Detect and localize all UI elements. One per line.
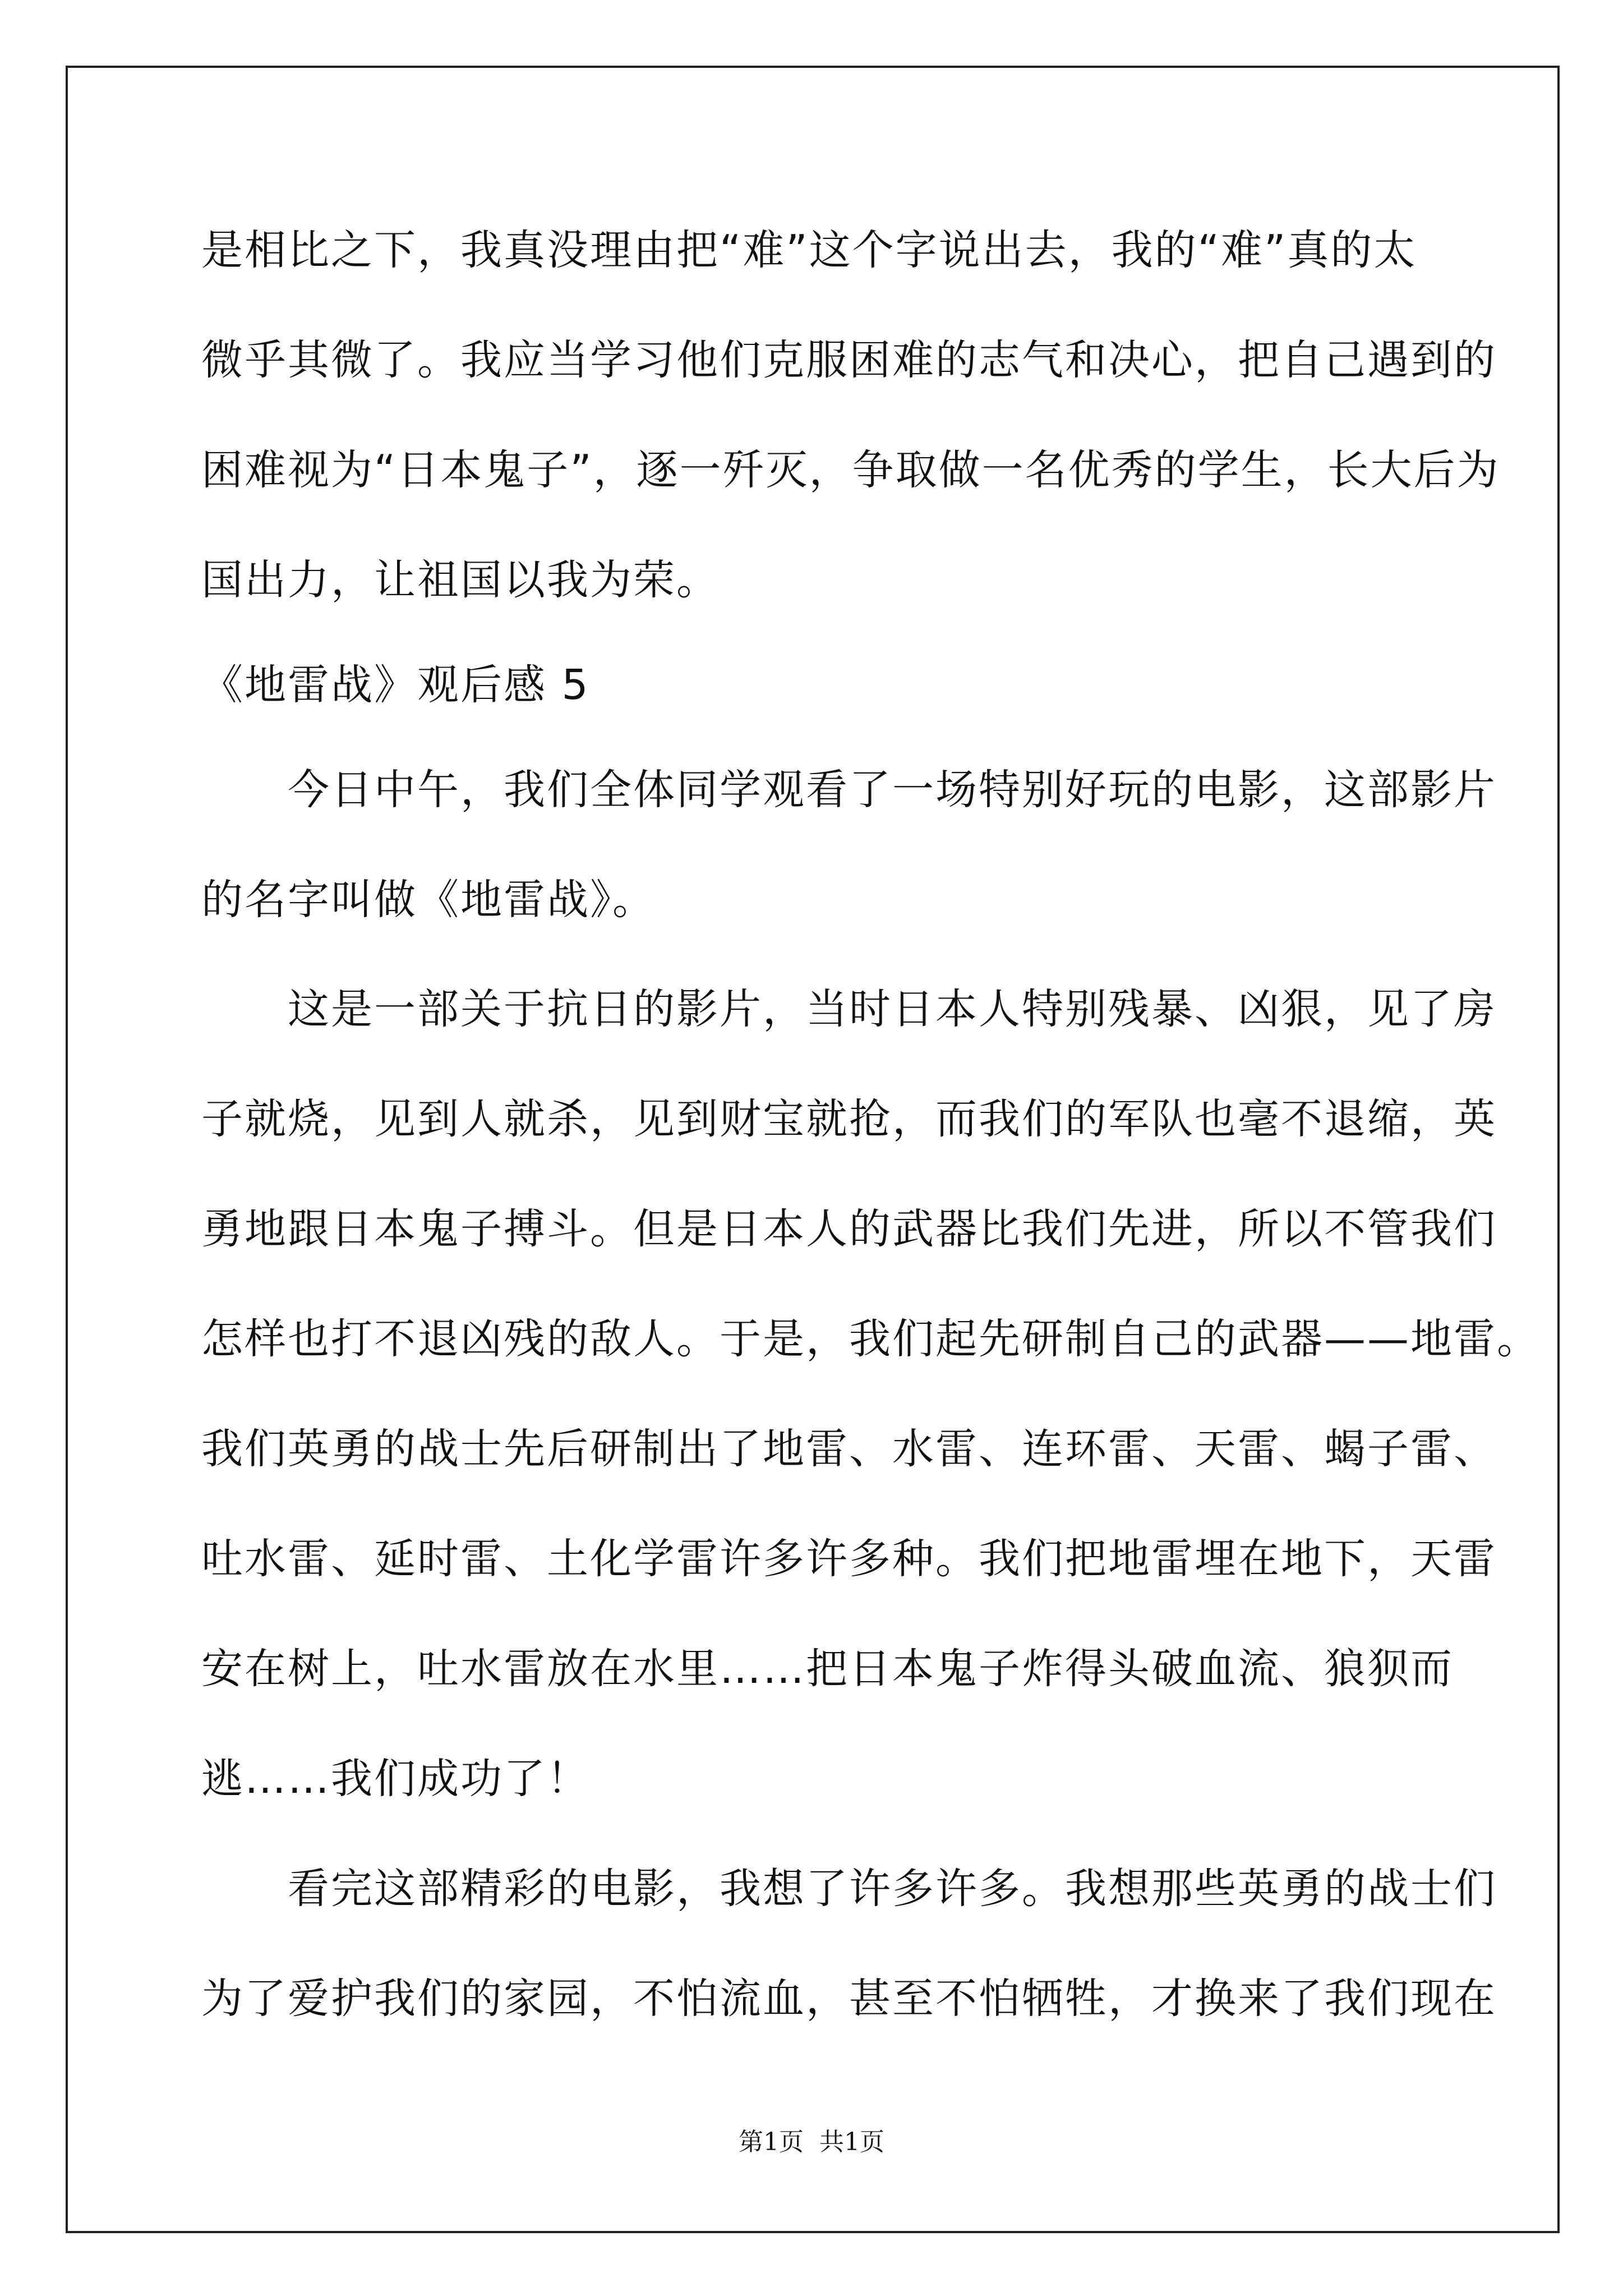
body-line-4: 国出力，让祖国以我为荣。 (201, 556, 720, 604)
page-number: 第1页 (739, 2128, 804, 2156)
body-line-11: 我们英勇的战士先后研制出了地雷、水雷、连环雷、天雷、蝎子雷、 (201, 1425, 1497, 1473)
body-line-9: 勇地跟日本鬼子搏斗。但是日本人的武器比我们先进，所以不管我们 (201, 1205, 1497, 1253)
body-line-6: 的名字叫做《地雷战》。 (201, 876, 656, 924)
page-total: 共1页 (819, 2128, 884, 2156)
body-line-10: 怎样也打不退凶残的敌人。于是，我们起先研制自己的武器——地雷。 (201, 1315, 1540, 1363)
body-line-16: 为了爱护我们的家园，不怕流血，甚至不怕牺牲，才换来了我们现在 (201, 1975, 1497, 2023)
page-footer (0, 2130, 1623, 2155)
section-heading: 《地雷战》观后感 5 (201, 661, 590, 709)
body-line-7: 这是一部关于抗日的影片，当时日本人特别残暴、凶狠，见了房 (201, 985, 1497, 1033)
body-line-14: 逃……我们成功了！ (201, 1755, 590, 1803)
body-line-13: 安在树上，吐水雷放在水里……把日本鬼子炸得头破血流、狼狈而 (201, 1645, 1454, 1693)
body-line-8: 子就烧，见到人就杀，见到财宝就抢，而我们的军队也毫不退缩，英 (201, 1095, 1497, 1143)
body-line-15: 看完这部精彩的电影，我想了许多许多。我想那些英勇的战士们 (201, 1865, 1497, 1913)
body-line-5: 今日中午，我们全体同学观看了一场特别好玩的电影，这部影片 (201, 766, 1497, 814)
body-line-12: 吐水雷、延时雷、土化学雷许多许多种。我们把地雷埋在地下，天雷 (201, 1535, 1497, 1583)
body-line-3: 困难视为“日本鬼子”，逐一歼灭，争取做一名优秀的学生，长大后为 (201, 446, 1500, 494)
body-line-1: 是相比之下，我真没理由把“难”这个字说出去，我的“难”真的太 (201, 226, 1417, 274)
body-line-2: 微乎其微了。我应当学习他们克服困难的志气和决心，把自己遇到的 (201, 336, 1497, 384)
